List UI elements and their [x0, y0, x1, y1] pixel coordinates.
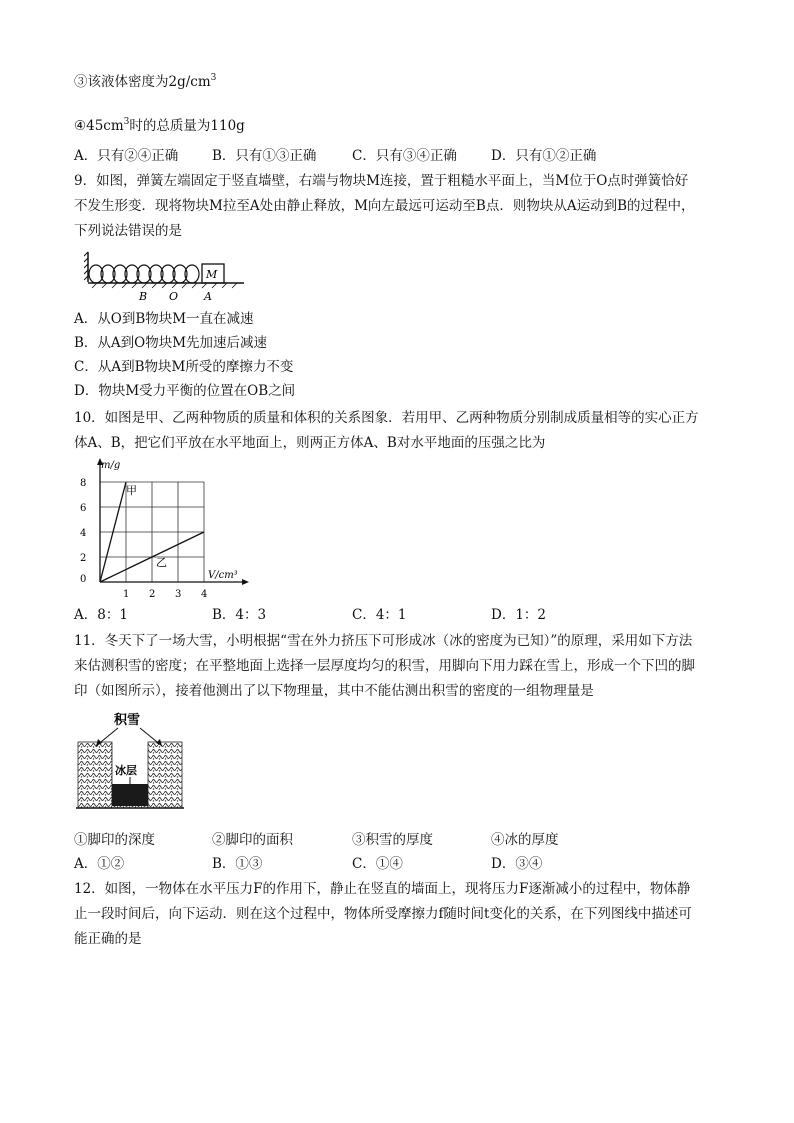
q12-stem-line-2: 止一段时间后，向下运动．则在这个过程中，物体所受摩擦力f随时间t变化的关系，在下列图线中描述可 — [74, 906, 692, 922]
x-tick-label-4: 4 — [201, 589, 208, 600]
q11-item-3: ③积雪的厚度 — [352, 832, 433, 848]
q10-stem-line-1: 10．如图是甲、乙两种物质的质量和体积的关系图象．若用甲、乙两种物质分别制成质量相等的实心正方 — [74, 410, 699, 426]
q11-option-a[interactable]: A．①② — [74, 856, 125, 872]
mass-volume-chart — [74, 454, 254, 604]
q11-option-b[interactable]: B．①③ — [212, 856, 263, 872]
q8-statement-4: $④45cm^3$时的总质量为110g — [74, 117, 245, 134]
q8-option-a[interactable]: A．只有②④正确 — [74, 148, 179, 164]
block-m-label: M — [206, 268, 218, 281]
q8-option-d[interactable]: D．只有①②正确 — [491, 148, 597, 164]
q9-option-a[interactable]: A．从O到B物块M一直在减速 — [74, 311, 254, 327]
x-tick-label-1: 1 — [123, 589, 130, 600]
q12-stem-line-1: 12．如图，一物体在水平压力F的作用下，静止在竖直的墙面上，现将压力F逐渐减小的过程中，物体静 — [74, 881, 691, 897]
q11-stem-line-1: 11．冬天下了一场大雪，小明根据“雪在外力挤压下可形成冰（冰的密度为已知）”的原理，采用如下方法 — [74, 633, 693, 649]
label-b: B — [139, 290, 148, 303]
q8-statement-3: ③该液体密度为$2g/cm^3$ — [74, 73, 217, 90]
wall — [84, 252, 88, 282]
y-tick-label-4: 4 — [80, 528, 87, 539]
q9-option-c[interactable]: C．从A到B物块M所受的摩擦力不变 — [74, 359, 294, 375]
ice-label: 冰层 — [115, 764, 137, 777]
q12-stem-line-3: 能正确的是 — [74, 931, 142, 947]
chart-axes — [97, 458, 249, 585]
q11-item-1: ①脚印的深度 — [74, 832, 155, 848]
snow-left — [78, 742, 112, 808]
snow-label: 积雪 — [114, 713, 141, 728]
chart-grid — [100, 482, 204, 582]
snow-right — [148, 742, 182, 808]
label-o: O — [169, 290, 179, 303]
q11-stem-line-3: 印（如图所示），接着他测出了以下物理量，其中不能估测出积雪的密度的一组物理量是 — [74, 683, 594, 699]
q11-stem-line-2: 来估测积雪的密度；在平整地面上选择一层厚度均匀的积雪，用脚向下用力踩在雪上，形成一个下凹的脚 — [74, 658, 695, 674]
q10-option-b[interactable]: B．4：3 — [212, 607, 267, 623]
q10-option-c[interactable]: C．4：1 — [352, 607, 407, 623]
q10-option-a[interactable]: A．8：1 — [74, 607, 128, 623]
q8-option-c[interactable]: C．只有③④正确 — [352, 148, 457, 164]
y-tick-label-8: 8 — [80, 478, 87, 489]
ground — [88, 283, 244, 288]
spring-block-figure — [84, 250, 250, 304]
q10-stem-line-2: 体A、B，把它们平放在水平地面上，则两正方体A、B对水平地面的压强之比为 — [74, 435, 546, 451]
ice-layer — [112, 784, 148, 806]
q9-stem-line-2: 不发生形变．现将物块M拉至A处由静止释放，M向左最远可运动至B点．则物块从A运动到B的过程中， — [74, 198, 695, 214]
q10-option-d[interactable]: D．1：2 — [491, 607, 547, 623]
y-tick-label-0: 0 — [80, 574, 87, 585]
spring — [89, 265, 199, 283]
x-axis-arrow — [242, 579, 249, 585]
q9-stem-line-3: 下列说法错误的是 — [74, 223, 182, 239]
series-label-yi: 乙 — [156, 556, 167, 569]
x-tick-label-2: 2 — [149, 589, 156, 600]
q11-option-c[interactable]: C．①④ — [352, 856, 403, 872]
y-tick-label-6: 6 — [80, 503, 87, 514]
x-tick-label-3: 3 — [175, 589, 182, 600]
y-tick-label-2: 2 — [80, 553, 87, 564]
series-label-jia: 甲 — [126, 484, 137, 497]
q11-item-2: ②脚印的面积 — [212, 832, 293, 848]
q8-option-b[interactable]: B．只有①③正确 — [212, 148, 317, 164]
q9-stem-line-1: 9．如图，弹簧左端固定于竖直墙壁，右端与物块M连接，置于粗糙水平面上，当M位于O点时弹簧恰好 — [74, 173, 689, 189]
snow-footprint-figure — [74, 706, 186, 812]
q9-option-d[interactable]: D．物块M受力平衡的位置在OB之间 — [74, 383, 296, 399]
y-axis-label: m/g — [101, 460, 121, 471]
q11-option-d[interactable]: D．③④ — [491, 856, 543, 872]
x-axis-label: V/cm³ — [208, 570, 238, 581]
q9-option-b[interactable]: B．从A到O物块M先加速后减速 — [74, 335, 268, 351]
label-a: A — [204, 290, 212, 303]
q11-item-4: ④冰的厚度 — [491, 832, 559, 848]
